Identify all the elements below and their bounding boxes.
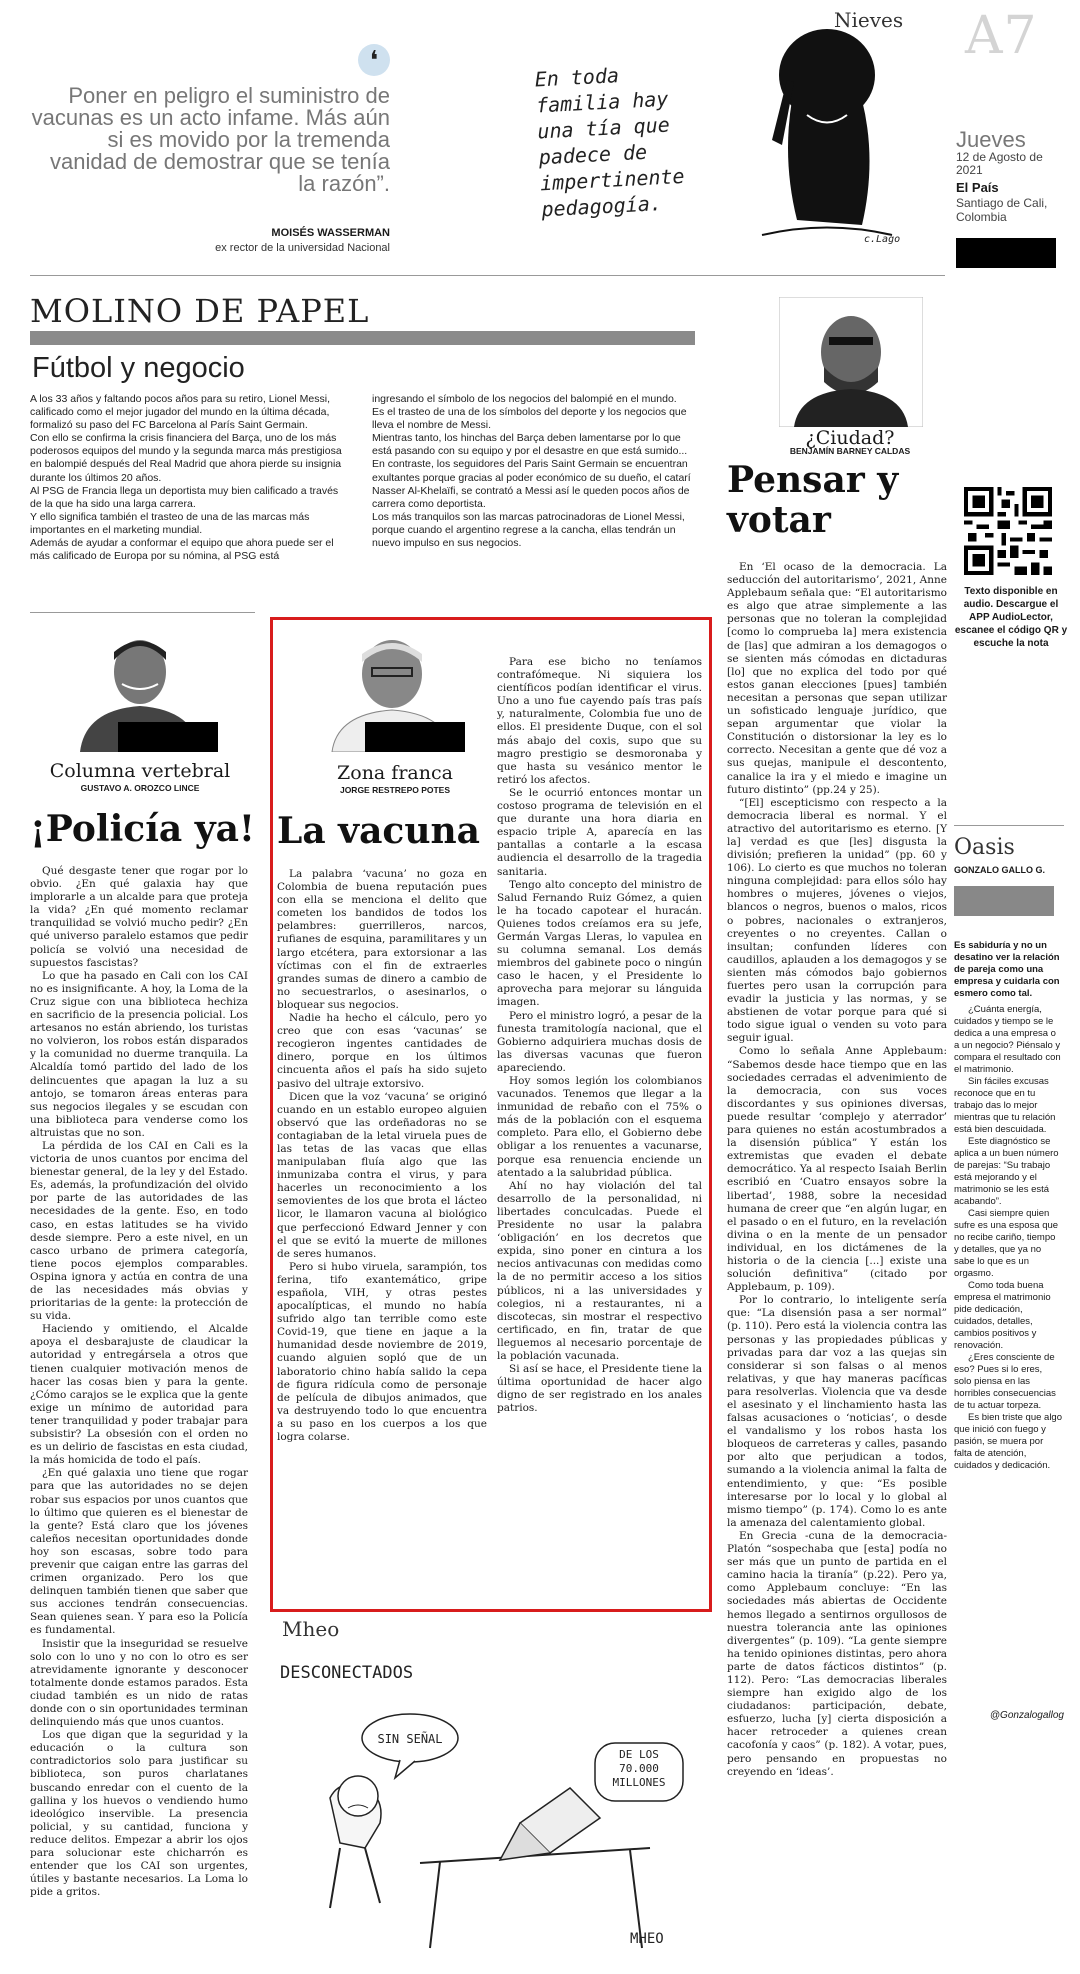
redaction-bar	[365, 722, 465, 752]
cartoon-signature: MHEO	[630, 1931, 664, 1947]
article-paragraph: Para ese bicho no teníamos contrafómeque. Ni siquiera los científicos podían identificar el virus. Uno a uno fue cayendo país tras país y, naturalmente, Colombia fue uno de ellos. El presidente Duque, con el sol más abajo del coxis, supo que su magro prestigio se desmoronaba y que hasta su vesánico mentor le retiró los afectos.	[497, 656, 702, 786]
quote-author-role: ex rector de la universidad Nacional	[215, 242, 390, 254]
article-body-policia	[30, 865, 248, 1899]
article-paragraph: La palabra ‘vacuna’ no goza en Colombia de buena reputación pues con ella se menciona el delito que cometen los bandidos de todos los pelambres: guerrilleros, narcos, rufianes de esquina, paramilitares y un largo etcétera, para extorsionar a las víctimas con el fin de extraerles grandes sumas de dinero a cambio de no secuestrarlos, o asesinarlos, o bloquear sus negocios.	[277, 868, 487, 1011]
author-portrait-barney	[779, 297, 923, 427]
qr-code-icon[interactable]	[964, 487, 1052, 575]
article-paragraph: En ‘El ocaso de la democracia. La seducción del autoritarismo’, 2021, Anne Applebaum señala que: “El autoritarismo es algo que atrae simplemente a las personas que no toleran la complejidad [como lo comprueba la] mera existencia de [las] que admiran a los demagogos o se sienten más cómodas en dictaduras [lo] que no explica del todo por qué estos ganan elecciones [pues] también necesitan a personas que sepan utilizar un sofisticado lenguaje jurídico, que sepan argumentar que violar la Constitución o distorsionar la ley es lo correcto. Necesitan a gente que dé voz a sus quejas, manipule el descontento, canalice la ira y el miedo e imagine un futuro distinto” (pp.24 y 25).	[727, 561, 947, 796]
issue-weekday: Jueves	[956, 127, 1026, 152]
editorial-paragraph: A los 33 años y faltando pocos años para su retiro, Lionel Messi, calificado como el mejor jugador del mundo en la última década, formalizó su paso del FC Barcelona al París Saint Germain.	[30, 393, 331, 432]
oasis-body	[954, 1004, 1062, 1472]
issue-date: 12 de Agosto de 2021	[956, 150, 1043, 177]
issue-place: Santiago de Cali, Colombia	[956, 196, 1048, 224]
header-divider	[30, 275, 945, 276]
oasis-lead: Es sabiduría y no un desatino ver la relación de pareja como una empresa y cuidarla con esmero como tal.	[954, 940, 1060, 999]
article-headline-pensar: Pensar y votar	[727, 459, 899, 541]
article-body-vacuna-col2	[497, 656, 702, 1415]
newspaper-name: El País	[956, 180, 999, 195]
nieves-woman-illustration	[752, 20, 902, 245]
editorial-column-2	[372, 393, 692, 550]
column-author-orozco: GUSTAVO A. OROZCO LINCE	[80, 783, 200, 793]
column-author-restrepo: JORGE RESTREPO POTES	[339, 785, 451, 795]
oasis-paragraph: Este diagnóstico se aplica a un buen número de parejas: “Su trabajo está mejorando y el matrimonio se les está acabando”.	[954, 1136, 1059, 1207]
bubble-text-millones: DE LOS 70.000 MILLONES	[612, 1748, 666, 1789]
article-paragraph: Los que digan que la seguridad y la educación o la cultura son contradictorios solo para justificar su biblioteca, son puros charlatanes buscando enredar con el cuento de la gallina y los huevos o vendiendo humo ideológico inservible. La presencia policial, y su cantidad, funciona y reduce delitos. Empezar a abrir los ojos para solucionar este chicharrón es entender que los CAI son urgentes, útiles y bastante necesarios. La Loma lo pide a gritos.	[30, 1729, 248, 1899]
cartoon-title: DESCONECTADOS	[280, 1663, 414, 1683]
article-paragraph: Qué desgaste tener que rogar por lo obvio. ¿En qué galaxia hay que implorarle a un alcalde para que proteja la vida? ¿En qué momento reclamar tranquilidad se volvió mucho pedir? ¿En qué universo paralelo estamos que pedir policía se volvió una necesidad de supuestos fascistas?	[30, 865, 248, 969]
article-paragraph: Tengo alto concepto del ministro de Salud Fernando Ruiz Gómez, a quien le ha tocado capotear el huracán. Quienes todos creíamos era su jefe, Germán Vargas Lleras, lo vapulea en su columna semanal. Los demás miembros del gabinete poco o ningún caso le hacen, y el Presidente lo aprovecha para mejorar su lánguida imagen.	[497, 878, 702, 1009]
editorial-paragraph: Además de ayudar a conformar el equipo que ahora puede ser el más calificado de Europa por su nómina, al PSG está	[30, 537, 334, 563]
editorial-paragraph: En contraste, los seguidores del Paris Saint Germain se encuentran exultantes porque gracias al poder económico de su dueño, el catarí Nasser Al-Khelaïfi, se contrató a Messi así le queden pocos años de carrera como deportista.	[372, 458, 691, 510]
column-name-vertebral: Columna vertebral	[49, 760, 231, 782]
section-bar	[30, 331, 695, 345]
editorial-paragraph: Es el trasteo de una de los símbolos del deporte y los negocios que lleva el nombre de Messi.	[372, 406, 687, 432]
article-paragraph: Pero si hubo viruela, sarampión, tos ferina, tifo exantemático, gripe española, VIH, y otras pestes apocalípticas, el mundo no había sufrido algo tan terrible como este Covid-19, que tiene en jaque a la humanidad desde noviembre de 2019, cuando alguien sopló que de un laboratorio chino había salido la cepa de figura ridícula como de personaje de película de dibujos animados, que va destruyendo todo lo que encuentra a su paso en los cuerpos a los que logra colarse.	[277, 1260, 487, 1444]
redaction-bar	[956, 238, 1056, 268]
cartoon-caption-mheo: Mheo	[282, 1617, 340, 1641]
article-paragraph: Por lo contrario, lo inteligente sería que: “La disensión pasa a ser normal” (p. 110). Pero está la violencia contra las personas y las propiedades públicas y privadas para dar voz a las quejas sin considerar si son falsas o al menos relativas, y que hay maneras pacíficas para resolverlas. Violencia que va desde el asesinato y el linchamiento hasta las falsas acusaciones o ‘noticias’, o desde el vandalismo y los robos hasta los bloqueos de carreteras y calles, pasando por alto que perjudican a todos, sumando a la violencia animal la falta de entendimiento, y que: “Es posible interesarse por lo local y lo global al mismo tiempo” (p. 174). Como lo es ante la amenaza del calentamiento global.	[727, 1294, 947, 1529]
quote-mark-icon: ❛	[358, 44, 390, 76]
editorial-paragraph: Mientras tanto, los hinchas del Barça deben lamentarse por lo que está pasando con su equipo y por el desastre en que está sumido...	[372, 432, 688, 458]
article-paragraph: Haciendo y omitiendo, el Alcalde apoya el desbarajuste de claudicar la autoridad y entregársela a otros que tienen cualquier motivación menos de hacer las cosas bien y para la gente. ¿Cómo carajos se le explica que la gente exige un mínimo de autoridad para tener tranquilidad y poder trabajar para subsistir? La obsesión con el orden no es un delirio de fascistas en esta ciudad, la más homicida de todo el país.	[30, 1323, 248, 1467]
cartoon-caption-nieves: Nieves	[834, 8, 904, 32]
article-headline-vacuna: La vacuna	[277, 810, 481, 852]
oasis-paragraph: ¿Eres consciente de eso? Pues si lo eres, solo piensa en las horribles consecuencias de tu actuar torpeza.	[954, 1352, 1056, 1411]
article-paragraph: Si así se hace, el Presidente tiene la última oportunidad de hacer algo digno de ser registrado en los anales patrios.	[497, 1363, 702, 1415]
audio-qr-caption: Texto disponible en audio. Descargue el APP AudioLector, escanee el código QR y escuche la nota	[954, 586, 1068, 649]
column-author-gallo: GONZALO GALLO G.	[954, 865, 1045, 875]
quote-author: MOISÉS WASSERMAN	[271, 227, 390, 239]
oasis-paragraph: Es bien triste que algo que inició con fuego y pasión, se muera por falta de atención, cuidados y dedicación.	[954, 1412, 1063, 1471]
section-title-molino: MOLINO DE PAPEL	[30, 292, 370, 330]
editorial-headline: Fútbol y negocio	[32, 352, 245, 384]
nieves-signature: c.Lago	[864, 234, 901, 245]
column-author-barney: BENJAMÍN BARNEY CALDAS	[789, 446, 911, 456]
article-paragraph: Nadie ha hecho el cálculo, pero yo creo que con esas ‘vacunas’ se recogieron ingentes cantidades de dinero, porque en los últimos cincuenta años el país ha sido sujeto pasivo del ultraje extorsivo.	[277, 1012, 487, 1090]
column-name-ciudad: ¿Ciudad?	[805, 427, 895, 449]
article-paragraph: La pérdida de los CAI en Cali es la victoria de unos cuantos por encima del bienestar general, de la ley y del Estado. Es, además, la profundización del olvido por parte de las autoridades de las necesidades de la gente. Eso, en todo caso, en estas latitudes se ha vivido desde siempre. Pero a este nivel, en un casco urbano de primera categoría, tiene pocos ejemplos comparables. Ospina ignora y actúa en contra de una de las necesidades más obvias y prioritarias de la gente: la protección de su vida.	[30, 1139, 248, 1323]
oasis-paragraph: ¿Cuánta energía, cuidados y tiempo se le dedica a una empresa o a un negocio? Piénsalo y compara el resultado con el matrimonio.	[954, 1004, 1061, 1075]
article-body-pensar	[727, 561, 947, 1779]
article-paragraph: Dicen que la voz ‘vacuna’ se originó cuando en un establo europeo alguien observó que las ordeñadoras no se contagiaban de la letal viruela pues de las tetas de las vacas que ellas manipulaban fluía algo que las inmunizaba contra el virus, y para hacerles un reconocimiento a los semovientes de los que brota el lácteo licor, le llamaron vacuna al biológico que perfeccionó Edward Jenner y con el que se evitó la muerte de millones de seres humanos.	[277, 1090, 487, 1260]
nieves-cartoon-text: En toda familia hay una tía que padece de impertinente pedagogía.	[534, 63, 686, 222]
article-paragraph: Hoy somos legión los colombianos vacunados. Tenemos que llegar a la inmunidad de rebaño con el 75% o más de la población con el esquema completo. Para ello, el Gobierno debe obligar a los renuentes a vacunarse, porque esa renuencia enciende un atentado a la salubridad pública.	[497, 1075, 702, 1179]
column-name-zona-franca: Zona franca	[337, 762, 453, 784]
editorial-paragraph: Y ello significa también el trasteo de una de las marcas más importantes en el marketing mundial.	[30, 510, 310, 536]
oasis-photo-placeholder	[954, 886, 1054, 916]
bubble-text-sin-senal: SIN SEÑAL	[377, 1732, 443, 1746]
oasis-divider	[954, 825, 1064, 826]
desconectados-cartoon	[270, 1648, 710, 1958]
editorial-paragraph: Los más tranquilos son las marcas patrocinadoras de Lionel Messi, porque cuando el argentino regrese a la cancha, ellas tendrán un nuevo impulso en sus negocios.	[372, 510, 685, 550]
article-paragraph: Como lo señala Anne Applebaum: “Sabemos desde hace tiempo que en las sociedades cerradas el advenimiento de la democracia, con sus voces discordantes y sus opiniones diversas, puede resultar ‘complejo y aterrador’ para quienes no están acostumbrados a la disensión pública” Y están los extremistas que evaden el debate democrático. Ya al respecto Isaiah Berlin escribió en ‘Cuatro ensayos sobre la libertad’, 1988, sobre la necesidad humana de creer que “en algún lugar, en el pasado o en el futuro, en la revelación divina o en la mente de un pensador individual, en los dictámenes de la historia o de la ciencia [...] existe una solución definitiva” (citado por Applebaum, p. 109).	[727, 1045, 947, 1294]
article-paragraph: Lo que ha pasado en Cali con los CAI no es insignificante. A hoy, la Loma de la Cruz sigue con una biblioteca hechiza en sacrificio de la presencia policial. Los artesanos no están abriendo, los turistas no volvieron, los robos están disparados y la comunidad no duerme tranquila. La Alcaldía tomó partido del lado de los delincuentes que apagan la luz a su antojo, se tomaron áreas enteras para sus negocios ilegales y se escudan con una biblioteca para venderse como los altruistas que no son.	[30, 969, 248, 1139]
article-paragraph: ¿En qué galaxia uno tiene que rogar para que las autoridades no se dejen robar sus espacios por unos cuantos que lo último que quieren es el bienestar de la gente? Está claro que los jóvenes caleños necesitan oportunidades donde hoy son escasas, sobre todo para prevenir que caigan entre las garras del crimen organizado. Pero los que delinquen también tienen que saber que sus acciones tendrán consecuencias. Sean quienes sean. Y para eso la Policía es fundamental.	[30, 1467, 248, 1637]
policia-divider	[30, 612, 255, 613]
article-body-vacuna-col1	[277, 868, 487, 1444]
article-paragraph: Pero el ministro logró, a pesar de la funesta tramitología nacional, que el Gobierno adquiriera muchas dosis de las diversas vacunas que fueron apareciendo.	[497, 1009, 702, 1074]
oasis-paragraph: Sin fáciles excusas reconoce que en tu trabajo das lo mejor mientras que tu relación está bien descuidada.	[954, 1076, 1056, 1135]
editorial-paragraph: Al PSG de Francia llega un deportista muy bien calificado a través de la que ha sido una larga carrera.	[30, 484, 339, 510]
article-paragraph: Insistir que la inseguridad se resuelve solo con lo uno y no con lo otro es ser atrevidamente ignorante y desconocer totalmente donde estamos parados. Esta ciudad también es un nido de ratas donde con o sin oportunidades terminan delinquiendo más que unos cuantos.	[30, 1637, 248, 1729]
article-paragraph: En Grecia -cuna de la democracia- Platón “sospechaba que [esta] podía no ser más que un punto de partida en el camino hacia la tiranía” (p.22). Pero ya, como Applebaum concluye: “En las sociedades más abiertas de Occidente hemos llegado a sentirnos orgullosos de nuestra tolerancia ante las opiniones divergentes” (p. 109). “La gente siempre ha tenido opiniones distintas, pero ahora parte de datos fácticos distintos” (p. 112). Pero: “Las democracias liberales siempre han exigido algo de los ciudadanos: participación, debate, esfuerzo, lucha [y] cierta disposición a hacer retroceder a quienes crean cacofonía y caos” (p. 182). A votar, pues, pero pensando en propuestas no creyendo en ‘ideas’.	[727, 1529, 947, 1778]
pull-quote: Poner en peligro el suministro de vacunas es un acto infame. Más aún si es movido por la tremenda vanidad de demostrar que se tenía la razón”.	[31, 83, 390, 196]
page-number: A7	[965, 6, 1038, 66]
article-paragraph: Ahí no hay violación del tal desarrollo de la personalidad, ni libertades conculcadas. Puede el Presidente no usar la palabra ‘obligación’ en los decretos que expida, sino poner en cintura a los necios antivacunas con medidas como la de no permitir acceso a los sitios públicos, ni a las universidades y colegios, ni a restaurantes, ni a discotecas, sin mostrar el respectivo certificado, en fin, tratar de que lleguemos al necesario porcentaje de la población vacunada.	[497, 1179, 702, 1362]
oasis-twitter-handle[interactable]: @Gonzalogallog	[989, 1710, 1064, 1721]
editorial-column-1	[30, 393, 350, 563]
redaction-bar	[118, 722, 218, 752]
article-paragraph: “[El] escepticismo con respecto a la democracia liberal es normal. Y el atractivo del autoritarismo es eterno. [Y la] verdad es que [les] disgusta la división; prefieren la unidad” (pp. 60 y 106). Lo cierto es que muchos no toleran ninguna complejidad: para ellos sólo hay hombres o mujeres, jóvenes o viejos, blancos o negros, buenos o malos, ricos o pobres, nacionales o extranjeros, creyentes o no creyentes. Callan o insultan; confunden líderes con caudillos, aplauden a los demagogos y se sienten más cómodos bajo gobiernos fuertes pero usan la corrupción para evadir la justicia y las normas, y se abstienen de votar porque para qué si todo sigue igual o venden su voto para seguir igual.	[727, 796, 947, 1045]
column-name-oasis: Oasis	[954, 835, 1015, 860]
article-headline-policia: ¡Policía ya!	[30, 808, 255, 850]
article-paragraph: Se le ocurrió entonces montar un costoso programa de televisión en el que durante una hora diaria en espacio triple A, aparecía en las pantallas a contarle a la escasa audiencia el desarrollo de la tragedia sanitaria.	[497, 786, 702, 878]
editorial-paragraph: ingresando el símbolo de los negocios del balompié en el mundo.	[372, 393, 677, 405]
oasis-paragraph: Casi siempre quien sufre es una esposa que no recibe cariño, tiempo y detalles, que ya no sabe lo que es un orgasmo.	[954, 1208, 1059, 1279]
editorial-paragraph: Con ello se confirma la crisis financiera del Barça, uno de los más poderosos equipos del mundo y la segunda marca más prestigiosa en balompié después del Real Madrid que ahora pierde su insignia durante los últimos 20 años.	[30, 432, 342, 484]
oasis-paragraph: Como toda buena empresa el matrimonio pide dedicación, cuidados, detalles, cambios positivos y renovación.	[954, 1280, 1051, 1351]
